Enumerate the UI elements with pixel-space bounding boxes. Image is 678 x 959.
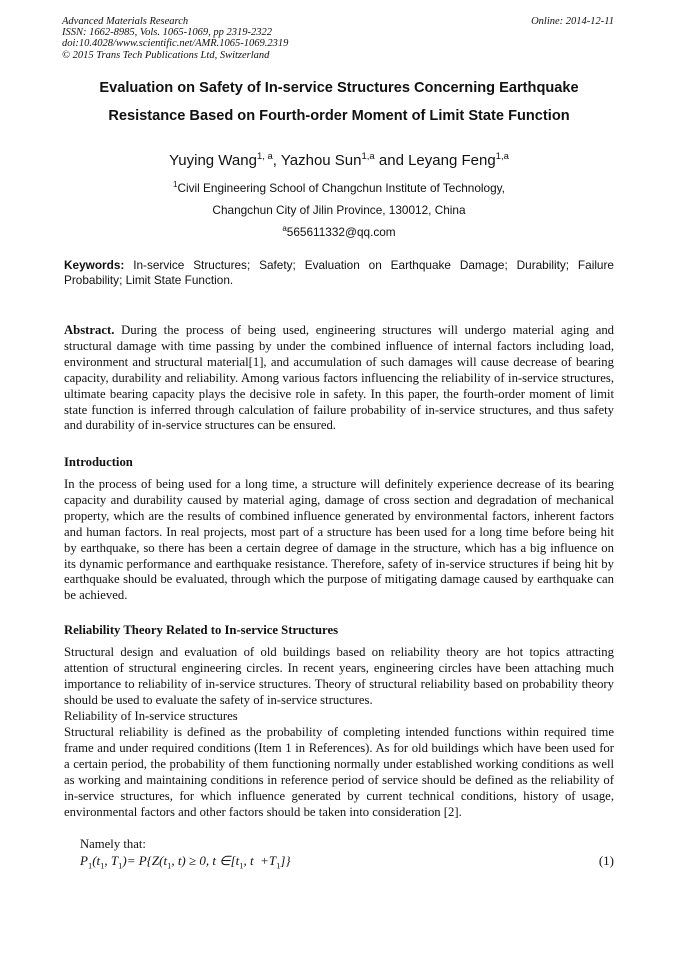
author-name: Yazhou Sun xyxy=(280,152,362,169)
journal-name: Advanced Materials Research xyxy=(62,16,189,27)
issn-line: ISSN: 1662-8985, Vols. 1065-1069, pp 2319-2322 xyxy=(62,27,272,39)
paper-title-line-2: Resistance Based on Fourth-order Moment of Limit State Function xyxy=(108,108,570,124)
keywords xyxy=(64,258,614,289)
email-mark: a xyxy=(282,224,287,233)
author-separator: and xyxy=(374,152,409,169)
equation-1 xyxy=(80,853,614,871)
abstract-text: During the process of being used, engineering structures will undergo material aging and structural damage with time passing by under the combined influence of internal factors including load, environment and structural material[1], and accumulation of such damages will cause decrease of bearing capacity, durability and reliability. Among various factors influencing the reliability of in-service structures, ultimate bearing capacity plays the decisive role in safety. In this paper, the fourth-order moment of limit state function is inferred through calculation of failure probability of in-service structures, and thus safety and durability of in-service structures can be ensured. xyxy=(64,323,615,433)
namely-line: Namely that: xyxy=(80,837,146,851)
subsection-paragraph: Structural reliability is defined as the probability of completing intended functions within required time frame and under required conditions (Item 1 in References). As for old buildings which have been used for a certain period, the probability of them functioning normally under established working conditions as well as working and maintaining conditions in reference period of service should be defined as the reliability of in-service structures, for which influence generated by current technical conditions, history of usage, environmental factors and other factors should be taken into consideration [2]. xyxy=(64,725,614,819)
online-date: Online: 2014-12-11 xyxy=(531,16,614,27)
affiliation-mark: 1 xyxy=(173,180,178,189)
author-affiliation-mark: 1, a xyxy=(256,151,273,162)
author-affiliation-mark: 1,a xyxy=(361,151,375,162)
author-affiliation-mark: 1,a xyxy=(495,151,509,162)
affiliation-line-1: $^1$Civil Engineering School of Changchun Institute of Technology, xyxy=(173,180,505,195)
affiliation-line-2: Changchun City of Jilin Province, 130012, China xyxy=(212,203,466,217)
author-name: Leyang Feng xyxy=(408,152,496,169)
reliability-paragraph: Structural design and evaluation of old buildings based on reliability theory are hot topics attracting attention of structural engineering circles. In recent years, engineering circles have been attaching much importance to reliability of in-service structures. Theory of structural reliability based on probability theory should be used to evaluate the safety of in-service structures. xyxy=(64,645,614,707)
keywords-text: In-service Structures; Safety; Evaluation on Earthquake Damage; Durability; Failure Probability; Limit State Function. xyxy=(64,258,614,288)
abstract xyxy=(64,323,614,434)
author-separator: , xyxy=(272,152,281,169)
section-heading-introduction: Introduction xyxy=(64,455,133,469)
abstract-label: Abstract. xyxy=(64,323,115,337)
journal-header xyxy=(62,16,288,61)
equation-number: (1) xyxy=(598,853,614,868)
subsection-heading: Reliability of In-service structures xyxy=(64,709,238,723)
author-email: $^a$565611332@qq.com xyxy=(282,224,396,239)
copyright-line: © 2015 Trans Tech Publications Ltd, Switzerland xyxy=(62,49,270,61)
author-name: Yuying Wang xyxy=(169,152,257,169)
section-heading-reliability: Reliability Theory Related to In-service Structures xyxy=(64,623,339,637)
author-list xyxy=(40,152,638,169)
equation-formula: $P_1(t_1$, $T_1)= P\{Z(t_1$, t) ≥ 0, t $\in[t_1$, $t +T_1$]} xyxy=(80,853,291,871)
paper-title-line-1: Evaluation on Safety of In-service Structures Concerning Earthquake xyxy=(99,80,579,96)
introduction-paragraph: In the process of being used for a long time, a structure will definitely experience decrease of its bearing capacity and durability caused by material aging, damage of cross section and degradation of mechanical property, which are the results of combined influence generated by environmental factors, inherent factors and human factors. In real projects, most part of a structure has been used for a long time before being hit by earthquake, so there has been a certain degree of damage in the structure, which has a big influence on its dynamic performance and earthquake resistance. Therefore, safety of in-service structures if being hit by earthquake should be evaluated, through which the purpose of mitigating damage caused by earthquake can be achieved. xyxy=(64,477,614,603)
doi-line: doi:10.4028/www.scientific.net/AMR.1065-1069.2319 xyxy=(62,38,289,50)
keywords-label: Keywords: xyxy=(64,258,125,272)
